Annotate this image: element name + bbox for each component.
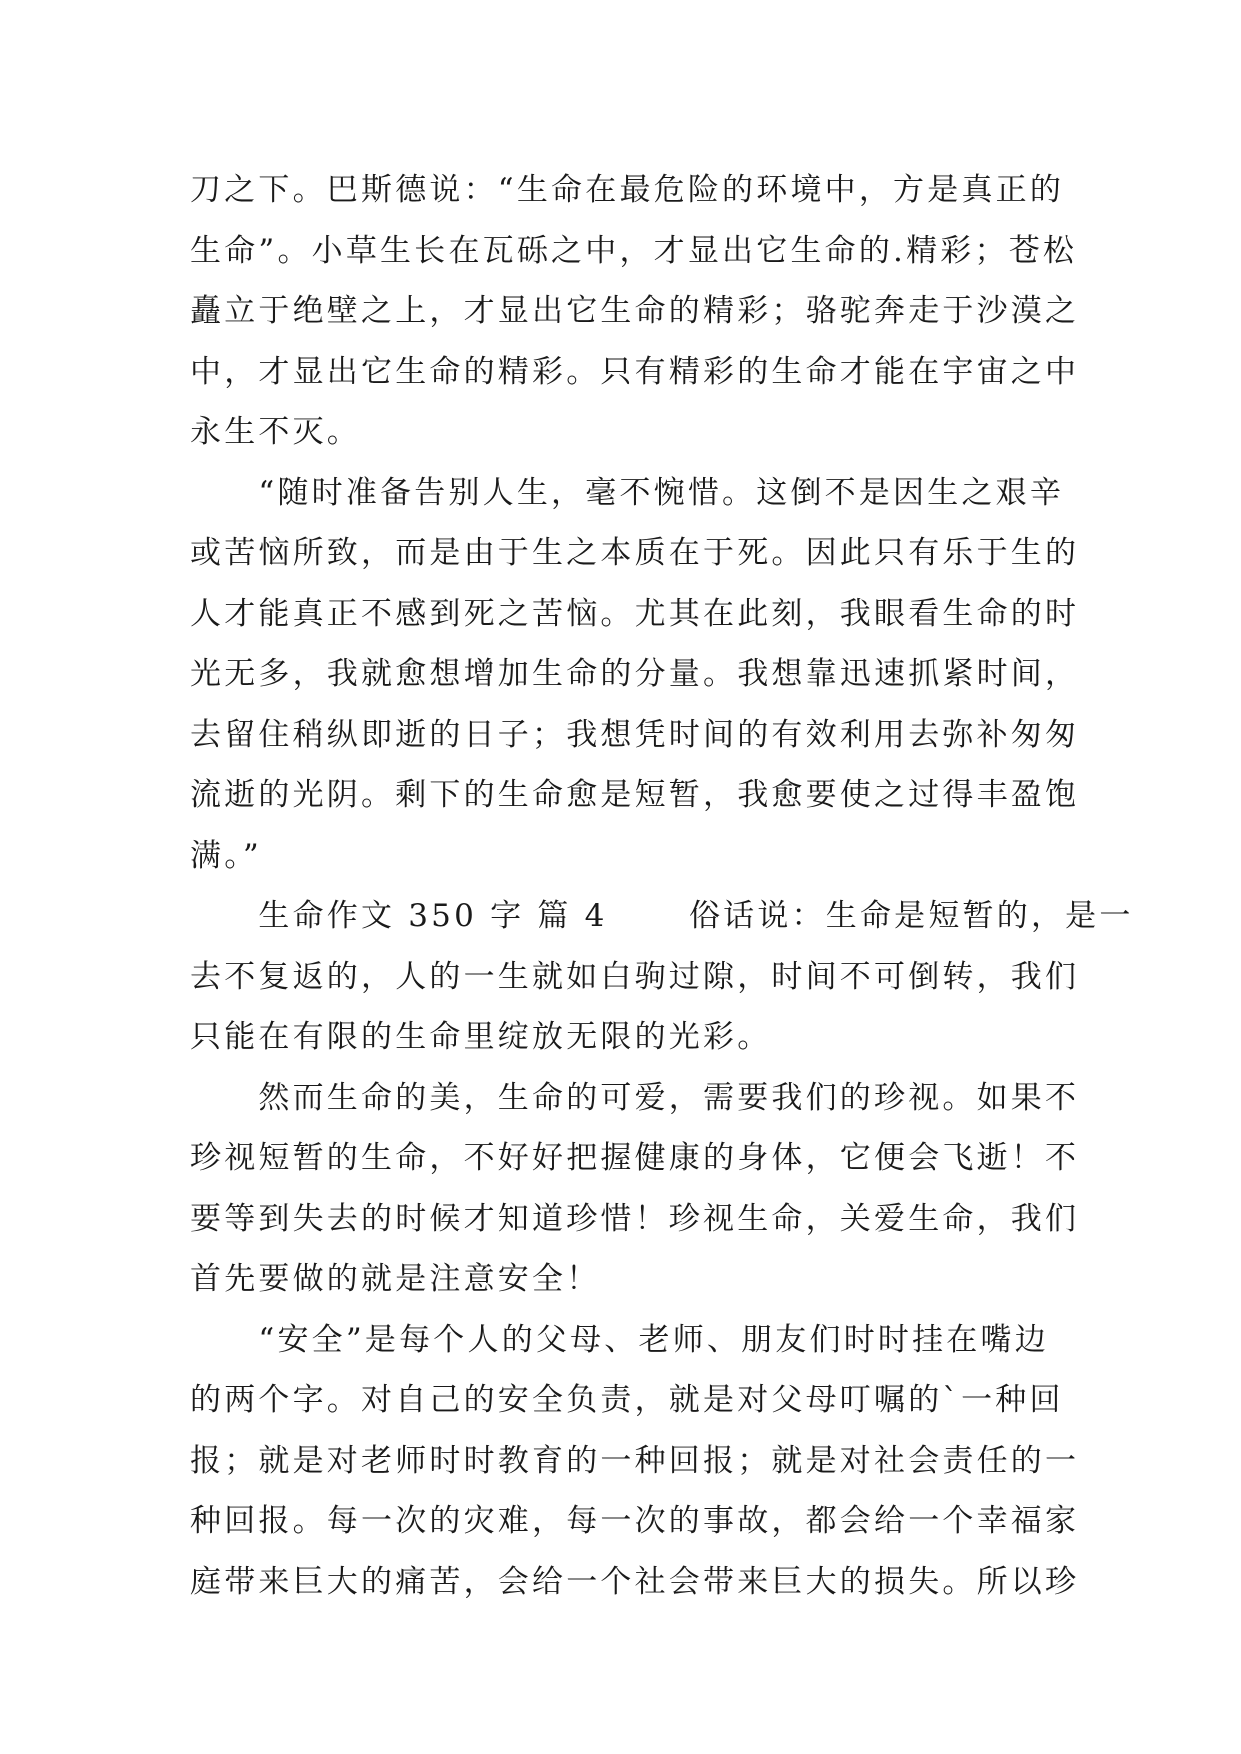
- section-heading-line: 生命作文 350 字 篇 4 俗话说：生命是短暂的，是一: [190, 898, 1134, 934]
- text-line: 种回报。每一次的灾难，每一次的事故，都会给一个幸福家: [190, 1503, 1080, 1539]
- text-line: 要等到失去的时候才知道珍惜！珍视生命，关爱生命，我们: [190, 1200, 1080, 1237]
- body-text: [190, 160, 1134, 1612]
- text-line: 流逝的光阴。剩下的生命愈是短暂，我愈要使之过得丰盈饱: [190, 777, 1080, 813]
- text-line: 矗立于绝壁之上，才显出它生命的精彩；骆驼奔走于沙漠之: [190, 293, 1080, 329]
- text-line: 庭带来巨大的痛苦，会给一个社会带来巨大的损失。所以珍: [190, 1563, 1080, 1600]
- text-line: 只能在有限的生命里绽放无限的光彩。: [190, 1019, 772, 1055]
- text-line: 去不复返的，人的一生就如白驹过隙，时间不可倒转，我们: [190, 958, 1080, 995]
- text-line: 刀之下。巴斯德说：“生命在最危险的环境中，方是真正的: [190, 172, 1065, 208]
- text-line: “安全”是每个人的父母、老师、朋友们时时挂在嘴边: [190, 1321, 1049, 1358]
- text-line: 报；就是对老师时时教育的一种回报；就是对社会责任的一: [190, 1442, 1080, 1479]
- text-line: “随时准备告别人生，毫不惋惜。这倒不是因生之艰辛: [190, 474, 1065, 511]
- text-line: 永生不灭。: [190, 414, 361, 450]
- text-line: 去留住稍纵即逝的日子；我想凭时间的有效利用去弥补匆匆: [190, 716, 1080, 753]
- text-line: 首先要做的就是注意安全！: [190, 1261, 601, 1297]
- text-line: 或苦恼所致，而是由于生之本质在于死。因此只有乐于生的: [190, 535, 1080, 571]
- text-line: 然而生命的美，生命的可爱，需要我们的珍视。如果不: [190, 1079, 1080, 1116]
- text-line: 珍视短暂的生命，不好好把握健康的身体，它便会飞逝！不: [190, 1140, 1080, 1176]
- text-line: 的两个字。对自己的安全负责，就是对父母叮嘱的`一种回: [190, 1382, 1064, 1418]
- text-line: 光无多，我就愈想增加生命的分量。我想靠迅速抓紧时间，: [190, 656, 1080, 692]
- text-line: 生命”。小草生长在瓦砾之中，才显出它生命的.精彩；苍松: [190, 232, 1078, 269]
- text-line: 满。”: [190, 837, 262, 874]
- text-line: 人才能真正不感到死之苦恼。尤其在此刻，我眼看生命的时: [190, 595, 1080, 632]
- text-line: 中，才显出它生命的精彩。只有精彩的生命才能在宇宙之中: [190, 353, 1080, 390]
